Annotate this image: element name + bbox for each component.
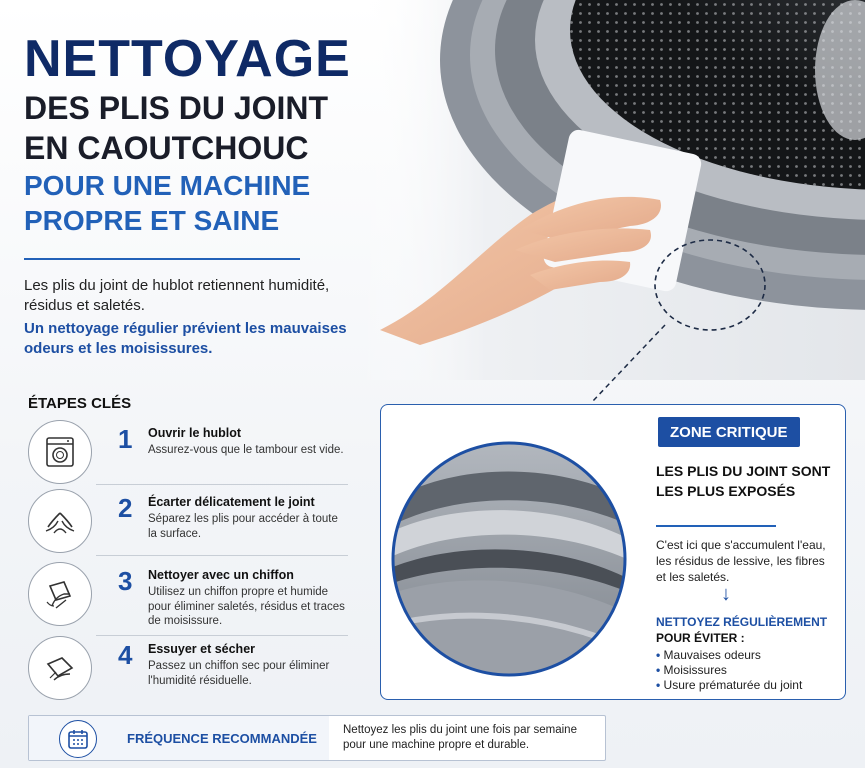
hands-spread-icon bbox=[28, 489, 92, 553]
frequency-box bbox=[28, 715, 606, 761]
frequency-label: FRÉQUENCE RECOMMANDÉE bbox=[127, 731, 317, 746]
title-line-1: NETTOYAGE bbox=[24, 30, 351, 88]
step-title: Ouvrir le hublot bbox=[148, 426, 242, 440]
step-divider bbox=[96, 484, 348, 485]
step-number: 1 bbox=[118, 424, 133, 454]
step-divider bbox=[96, 555, 348, 556]
step-number: 4 bbox=[118, 640, 133, 670]
avoid-label: POUR ÉVITER : bbox=[656, 631, 745, 645]
critical-zone-panel bbox=[380, 404, 846, 700]
step-title: Écarter délicatement le joint bbox=[148, 495, 315, 509]
washing-machine-hero-illustration bbox=[360, 0, 865, 380]
clean-regularly-label: NETTOYEZ RÉGULIÈREMENT bbox=[656, 615, 828, 629]
frequency-text: Nettoyez les plis du joint une fois par semaine pour une machine propre et durable. bbox=[343, 724, 577, 751]
step-number: 3 bbox=[118, 566, 133, 596]
arrow-down-icon: ↓ bbox=[721, 583, 731, 605]
critical-text: C'est ici que s'accumulent l'eau, les résidus de lessive, les fibres et les saletés. bbox=[656, 538, 826, 584]
zone-critique-badge: ZONE CRITIQUE bbox=[658, 417, 800, 447]
step-4 bbox=[28, 636, 348, 708]
gasket-closeup-illustration bbox=[387, 439, 631, 679]
dry-cloth-icon bbox=[28, 636, 92, 700]
cloth-hand-icon bbox=[28, 562, 92, 626]
intro-text: Les plis du joint de hublot retiennent humidité, résidus et saletés. bbox=[24, 277, 330, 314]
steps-heading: ÉTAPES CLÉS bbox=[28, 395, 132, 412]
critical-divider bbox=[656, 525, 776, 527]
step-title: Essuyer et sécher bbox=[148, 642, 256, 656]
step-3 bbox=[28, 562, 348, 634]
list-item: • Usure prématurée du joint bbox=[656, 678, 802, 693]
intro-bold-text: Un nettoyage régulier prévient les mauvaises odeurs et les moisissures. bbox=[24, 320, 347, 357]
title-divider bbox=[24, 258, 300, 260]
calendar-icon bbox=[59, 720, 97, 758]
step-description: Assurez-vous que le tambour est vide. bbox=[148, 444, 344, 456]
step-2 bbox=[28, 489, 348, 561]
step-1 bbox=[28, 420, 348, 492]
list-item: • Mauvaises odeurs bbox=[656, 648, 802, 663]
step-title: Nettoyer avec un chiffon bbox=[148, 568, 294, 582]
avoid-list bbox=[656, 648, 802, 693]
critical-heading: LES PLIS DU JOINT SONT LES PLUS EXPOSÉS bbox=[656, 463, 831, 499]
title-line-5: PROPRE ET SAINE bbox=[24, 205, 280, 236]
title-line-2: DES PLIS DU JOINT bbox=[24, 90, 329, 126]
title-line-4: POUR UNE MACHINE bbox=[24, 170, 311, 201]
step-description: Séparez les plis pour accéder à toute la surface. bbox=[148, 513, 338, 540]
list-item: • Moisissures bbox=[656, 663, 802, 678]
title-line-3: EN CAOUTCHOUC bbox=[24, 130, 309, 166]
title-block bbox=[24, 30, 384, 238]
step-description: Passez un chiffon sec pour éliminer l'humidité résiduelle. bbox=[148, 660, 330, 687]
washing-machine-icon bbox=[28, 420, 92, 484]
step-description: Utilisez un chiffon propre et humide pour éliminer saletés, résidus et traces de moisissure. bbox=[148, 586, 345, 627]
step-number: 2 bbox=[118, 493, 133, 523]
